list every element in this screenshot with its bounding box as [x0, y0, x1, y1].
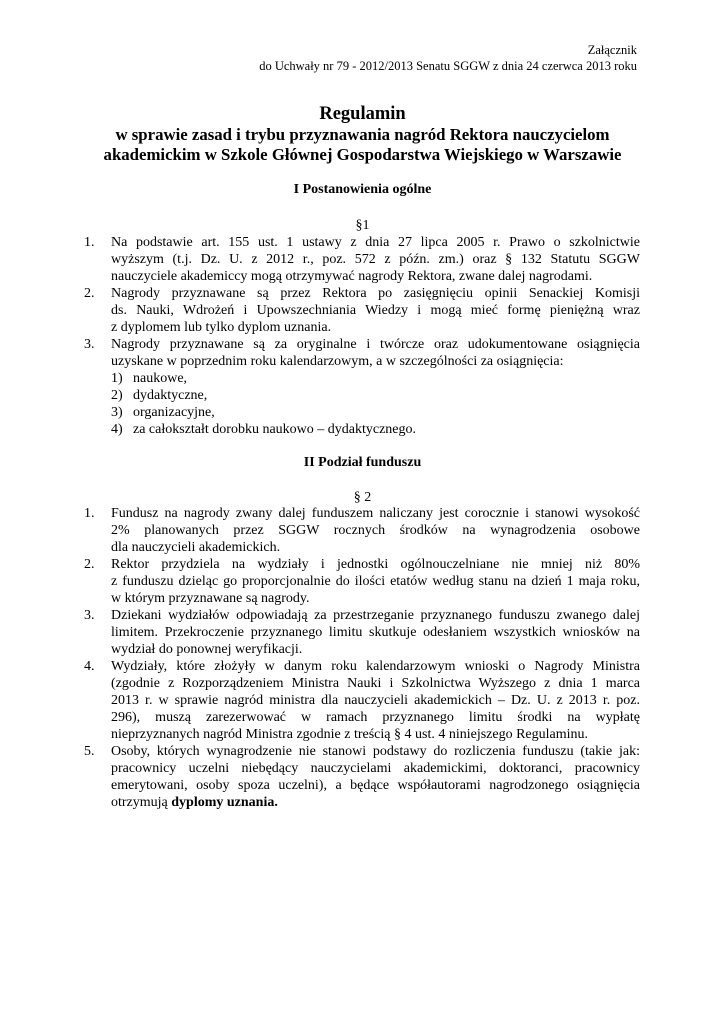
document-title [60, 103, 665, 165]
item-line: Wydziały, które złożyły w danym roku kalendarzowym wnioski o Nagrody Ministra [111, 659, 640, 674]
item-line: wyższym (t.j. Dz. U. z 2012 r., poz. 572 z późn. zm.) oraz § 132 Statutu SGGW [111, 252, 640, 267]
sub-item-number: 3) [111, 405, 123, 420]
section-heading-1: I Postanowienia ogólne [293, 182, 432, 197]
item-line: uzyskane w poprzednim roku kalendarzowym, a w szczególności za osiągnięcia: [111, 354, 564, 369]
list-item [84, 505, 640, 556]
sub-item-text: dydaktyczne, [133, 388, 208, 403]
item-line: dla nauczycieli akademickich. [111, 540, 281, 555]
list-item [84, 743, 640, 811]
sub-item-text: za całokształt dorobku naukowo – dydaktycznego. [133, 422, 417, 437]
item-number: 5. [84, 744, 95, 759]
sub-list-item [111, 421, 640, 438]
sub-list-item [111, 404, 640, 421]
item-number: 4. [84, 659, 95, 674]
attachment-header [259, 42, 637, 74]
item-number: 2. [84, 557, 95, 572]
sub-list-item [111, 387, 640, 404]
paragraph-mark-2: § 2 [353, 490, 372, 505]
item-line: Nagrody przyznawane są przez Rektora po zasięgnięciu opinii Senackiej Komisji [111, 286, 640, 301]
item-line: 296), muszą zarezerwować w ramach przyznanego limitu środki na wypłatę [111, 710, 640, 725]
item-line: nauczyciele akademiccy mogą otrzymywać nagrody Rektora, zwane dalej nagrodami. [111, 269, 593, 284]
attachment-label: Załącznik [587, 43, 637, 57]
section-1-list [84, 234, 640, 438]
item-line: emerytowani, osoby spoza uczelni), a będące współautorami nagrodzonego osiągnięcia [111, 778, 640, 793]
item-line: Osoby, których wynagrodzenie nie stanowi podstawy do rozliczenia funduszu (takie jak: [111, 744, 640, 759]
item-line [111, 794, 640, 811]
item-number: 3. [84, 608, 95, 623]
item-line: Dziekani wydziałów odpowiadają za przestrzeganie przyznanego funduszu zwanego dalej [111, 608, 640, 623]
item-number: 3. [84, 337, 95, 352]
item-line: Fundusz na nagrody zwany dalej funduszem naliczany jest corocznie i stanowi wysokość [111, 506, 640, 521]
item-line: z dyplomem lub tylko dyplom uznania. [111, 320, 332, 335]
item-number: 1. [84, 235, 95, 250]
resolution-reference: do Uchwały nr 79 - 2012/2013 Senatu SGGW z dnia 24 czerwca 2013 roku [259, 59, 637, 73]
item-line: (zgodnie z Rozporządzeniem Ministra Nauki i Szkolnictwa Wyższego z dnia 1 marca [111, 676, 640, 691]
section-2-list [84, 505, 640, 811]
paragraph-mark-1: §1 [355, 218, 370, 233]
item-line: 2% planowanych przez SGGW rocznych środków na wynagrodzenia osobowe [111, 523, 640, 538]
item-line: nieprzyznanych nagród Ministra zgodnie z treścią § 4 ust. 4 niniejszego Regulaminu. [111, 727, 589, 742]
list-item [84, 234, 640, 285]
item-line: pracownicy uczelni niebędący nauczycielami akademickimi, doktoranci, pracownicy [111, 761, 640, 776]
item-number: 1. [84, 506, 95, 521]
item-number: 2. [84, 286, 95, 301]
item-line: wydział do ponownej weryfikacji. [111, 642, 303, 657]
list-item [84, 658, 640, 743]
item-line: w którym przyznawane są nagrody. [111, 591, 310, 606]
title-main: Regulamin [319, 104, 406, 124]
item-line: z funduszu dzieląc go proporcjonalnie do ilości etatów według stanu na dzień 1 maja roku, [111, 574, 640, 589]
sub-item-text: organizacyjne, [133, 405, 215, 420]
item-line: Rektor przydziela na wydziały i jednostki ogólnouczelniane nie mniej niż 80% [111, 557, 640, 572]
sub-item-number: 4) [111, 422, 123, 437]
item-line-prefix: otrzymują [111, 795, 172, 810]
item-line: limitem. Przekroczenie przyznanego limitu skutkuje odesłaniem wszystkich wniosków na [111, 625, 640, 640]
list-item [84, 285, 640, 336]
list-item [84, 556, 640, 607]
sub-item-number: 1) [111, 371, 123, 386]
title-subtitle-line-2: akademickim w Szkole Głównej Gospodarstwa Wiejskiego w Warszawie [103, 145, 622, 164]
section-heading-2: II Podział funduszu [303, 455, 422, 470]
bold-emphasis: dyplomy uznania. [171, 795, 278, 810]
sub-list-item [111, 370, 640, 387]
list-item [84, 607, 640, 658]
title-subtitle-line-1: w sprawie zasad i trybu przyznawania nagród Rektora nauczycielom [115, 125, 610, 144]
item-line: 2013 r. w sprawie nagród ministra dla nauczycieli akademickich – Dz. U. z 2013 r. poz. [111, 693, 640, 708]
sub-item-text: naukowe, [133, 371, 188, 386]
item-line: Nagrody przyznawane są za oryginalne i twórcze oraz udokumentowane osiągnięcia [111, 337, 640, 352]
list-item [84, 336, 640, 438]
sub-item-number: 2) [111, 388, 123, 403]
achievement-types-list [111, 370, 640, 438]
item-line: Na podstawie art. 155 ust. 1 ustawy z dnia 27 lipca 2005 r. Prawo o szkolnictwie [111, 235, 640, 250]
item-line: ds. Nauki, Wdrożeń i Upowszechniania Wiedzy i mogą mieć formę pieniężną wraz [111, 303, 640, 318]
